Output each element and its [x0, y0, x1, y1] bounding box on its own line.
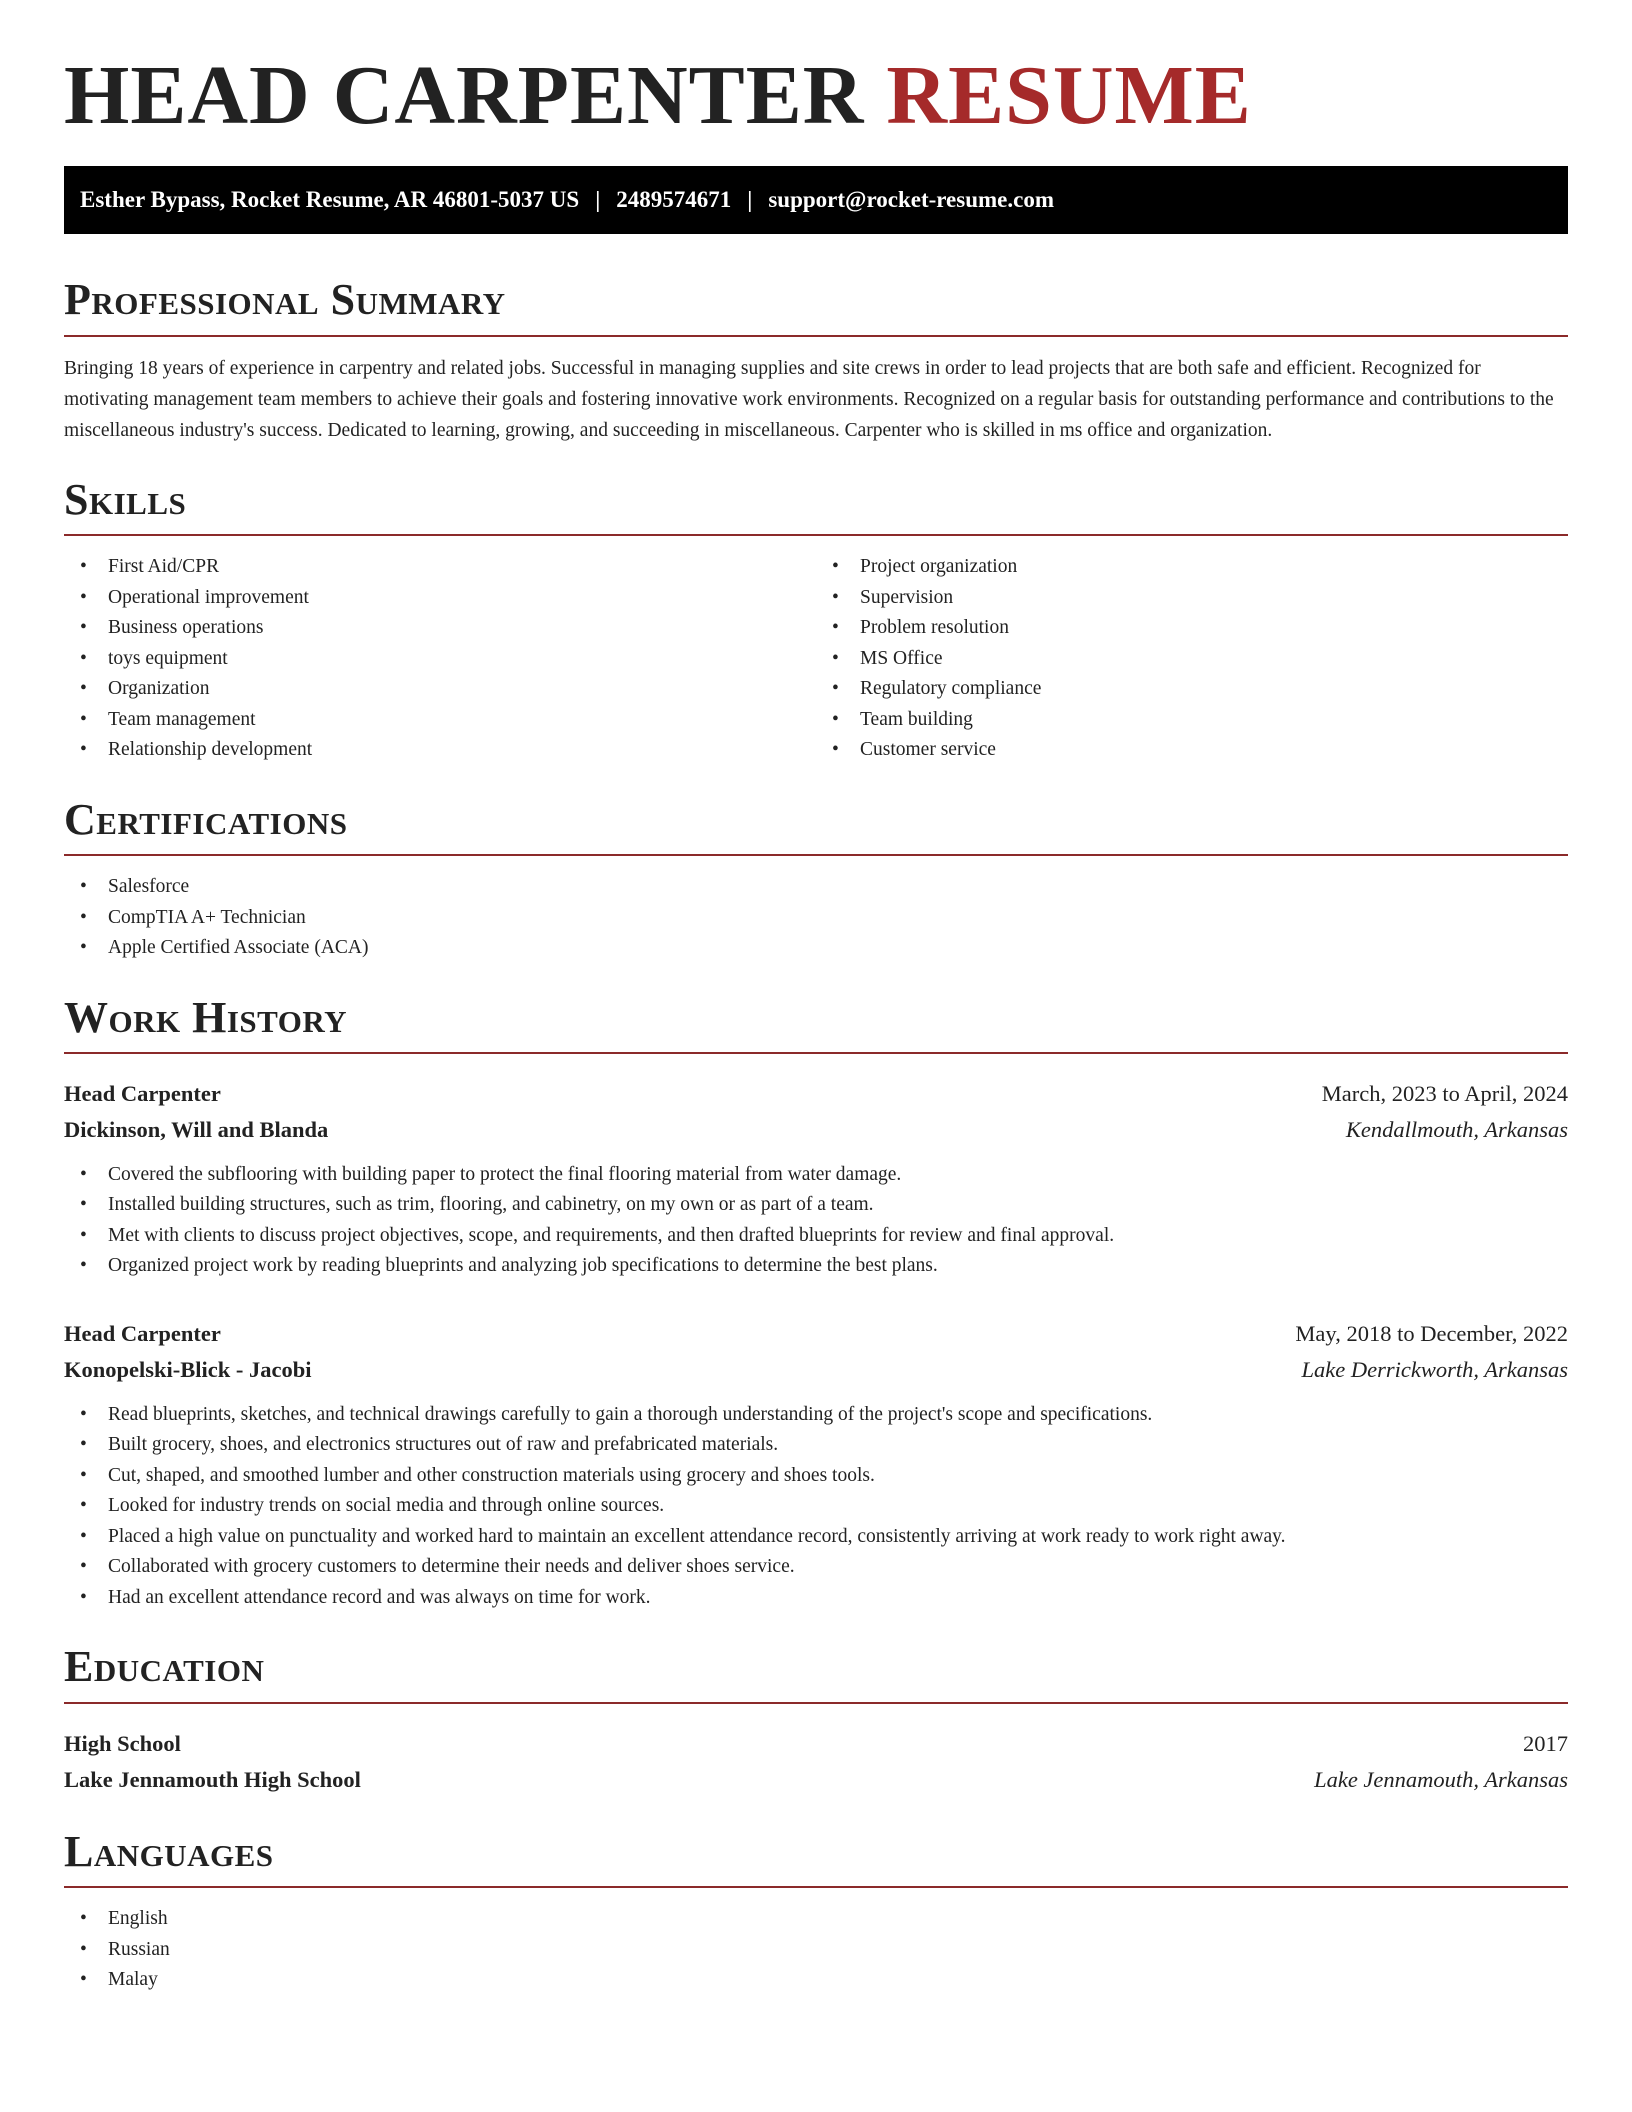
summary-text: Bringing 18 years of experience in carpentry and related jobs. Successful in managing supplies and site crews in order to lead projects that are both safe and efficient. Recognized for motivating management team members to achieve their goals and fostering innovative work environments. Recognized on a regular basis for outstanding performance and contributions to the miscellaneous industry's success. Dedicated to learning, growing, and succeeding in miscellaneous. Carpenter who is skilled in ms office and organization. — [64, 357, 1554, 441]
contact-separator: | — [747, 187, 753, 213]
education-school-row — [64, 1762, 1568, 1798]
skill-item: • toys equipment — [64, 644, 816, 675]
job-company-row — [64, 1352, 1568, 1388]
section-heading: Professional Summary — [64, 276, 1568, 336]
contact-bar — [64, 166, 1568, 234]
education-year: 2017 — [1523, 1730, 1568, 1756]
job-duties — [64, 1400, 1568, 1614]
contact-email[interactable]: support@rocket-resume.com — [768, 187, 1054, 213]
job-title: Head Carpenter — [64, 1080, 221, 1106]
job-header-row — [64, 1316, 1568, 1352]
job-entry — [64, 1076, 1568, 1282]
skill-item: • MS Office — [816, 644, 1568, 675]
job-dates: May, 2018 to December, 2022 — [1295, 1320, 1568, 1346]
duty-item: • Had an excellent attendance record and was always on time for work. — [64, 1583, 1568, 1614]
contact-separator: | — [595, 187, 601, 213]
skills-list-right — [816, 552, 1568, 766]
skills-list-left — [64, 552, 816, 766]
language-item: • English — [64, 1904, 1568, 1935]
skill-item: • Team management — [64, 705, 816, 736]
skill-item: • Supervision — [816, 583, 1568, 614]
certification-item: • Apple Certified Associate (ACA) — [64, 933, 1568, 964]
section-heading: Certifications — [64, 796, 1568, 856]
skill-item: • Organization — [64, 674, 816, 705]
duty-item: • Built grocery, shoes, and electronics structures out of raw and prefabricated materials. — [64, 1430, 1568, 1461]
skill-item: • Regulatory compliance — [816, 674, 1568, 705]
job-title: Head Carpenter — [64, 1320, 221, 1346]
duty-item: • Looked for industry trends on social media and through online sources. — [64, 1491, 1568, 1522]
duty-item: • Met with clients to discuss project objectives, scope, and requirements, and then drafted blueprints for review and final approval. — [64, 1221, 1568, 1252]
skills-columns — [64, 536, 1568, 766]
education-section — [64, 1643, 1568, 1797]
duty-item: • Read blueprints, sketches, and technical drawings carefully to gain a thorough understanding of the project's scope and specifications. — [64, 1400, 1568, 1431]
language-item: • Malay — [64, 1965, 1568, 1996]
job-company: Konopelski-Blick - Jacobi — [64, 1356, 312, 1382]
language-item: • Russian — [64, 1935, 1568, 1966]
section-heading: Work History — [64, 994, 1568, 1054]
section-heading: Skills — [64, 476, 1568, 536]
duty-item: • Cut, shaped, and smoothed lumber and other construction materials using grocery and shoes tools. — [64, 1461, 1568, 1492]
languages-list — [64, 1904, 1568, 1996]
certification-item: • Salesforce — [64, 872, 1568, 903]
job-dates: March, 2023 to April, 2024 — [1321, 1080, 1568, 1106]
skill-item: • Problem resolution — [816, 613, 1568, 644]
education-school: Lake Jennamouth High School — [64, 1766, 361, 1792]
languages-section — [64, 1828, 1568, 1996]
duty-item: • Covered the subflooring with building paper to protect the final flooring material from water damage. — [64, 1160, 1568, 1191]
duty-item: • Organized project work by reading blueprints and analyzing job specifications to determine the best plans. — [64, 1251, 1568, 1282]
job-duties — [64, 1160, 1568, 1282]
job-entry — [64, 1316, 1568, 1614]
education-degree: High School — [64, 1730, 181, 1756]
title-main: HEAD CARPENTER — [64, 49, 865, 142]
summary-section — [64, 276, 1568, 445]
duty-item: • Placed a high value on punctuality and worked hard to maintain an excellent attendance record, consistently arriving at work ready to work right away. — [64, 1522, 1568, 1553]
education-entry — [64, 1726, 1568, 1798]
duty-item: • Installed building structures, such as trim, flooring, and cabinetry, on my own or as part of a team. — [64, 1190, 1568, 1221]
skill-item: • Customer service — [816, 735, 1568, 766]
certification-item: • CompTIA A+ Technician — [64, 903, 1568, 934]
work-history-section — [64, 994, 1568, 1614]
skill-item: • Project organization — [816, 552, 1568, 583]
job-header-row — [64, 1076, 1568, 1112]
job-location: Lake Derrickworth, Arkansas — [1301, 1356, 1568, 1382]
education-header-row — [64, 1726, 1568, 1762]
skill-item: • Business operations — [64, 613, 816, 644]
certifications-section — [64, 796, 1568, 964]
education-location: Lake Jennamouth, Arkansas — [1314, 1766, 1568, 1792]
section-heading: Languages — [64, 1828, 1568, 1888]
section-heading: Education — [64, 1643, 1568, 1703]
skill-item: • First Aid/CPR — [64, 552, 816, 583]
certifications-list — [64, 872, 1568, 964]
skill-item: • Relationship development — [64, 735, 816, 766]
job-company-row — [64, 1112, 1568, 1148]
skill-item: • Operational improvement — [64, 583, 816, 614]
duty-item: • Collaborated with grocery customers to determine their needs and deliver shoes service. — [64, 1552, 1568, 1583]
resume-title — [64, 50, 1568, 142]
skills-section — [64, 476, 1568, 766]
job-company: Dickinson, Will and Blanda — [64, 1116, 329, 1142]
job-location: Kendallmouth, Arkansas — [1345, 1116, 1568, 1142]
contact-phone[interactable]: 2489574671 — [616, 187, 732, 213]
contact-address: Esther Bypass, Rocket Resume, AR 46801-5037 US — [80, 187, 580, 213]
title-accent: RESUME — [886, 49, 1252, 142]
skill-item: • Team building — [816, 705, 1568, 736]
